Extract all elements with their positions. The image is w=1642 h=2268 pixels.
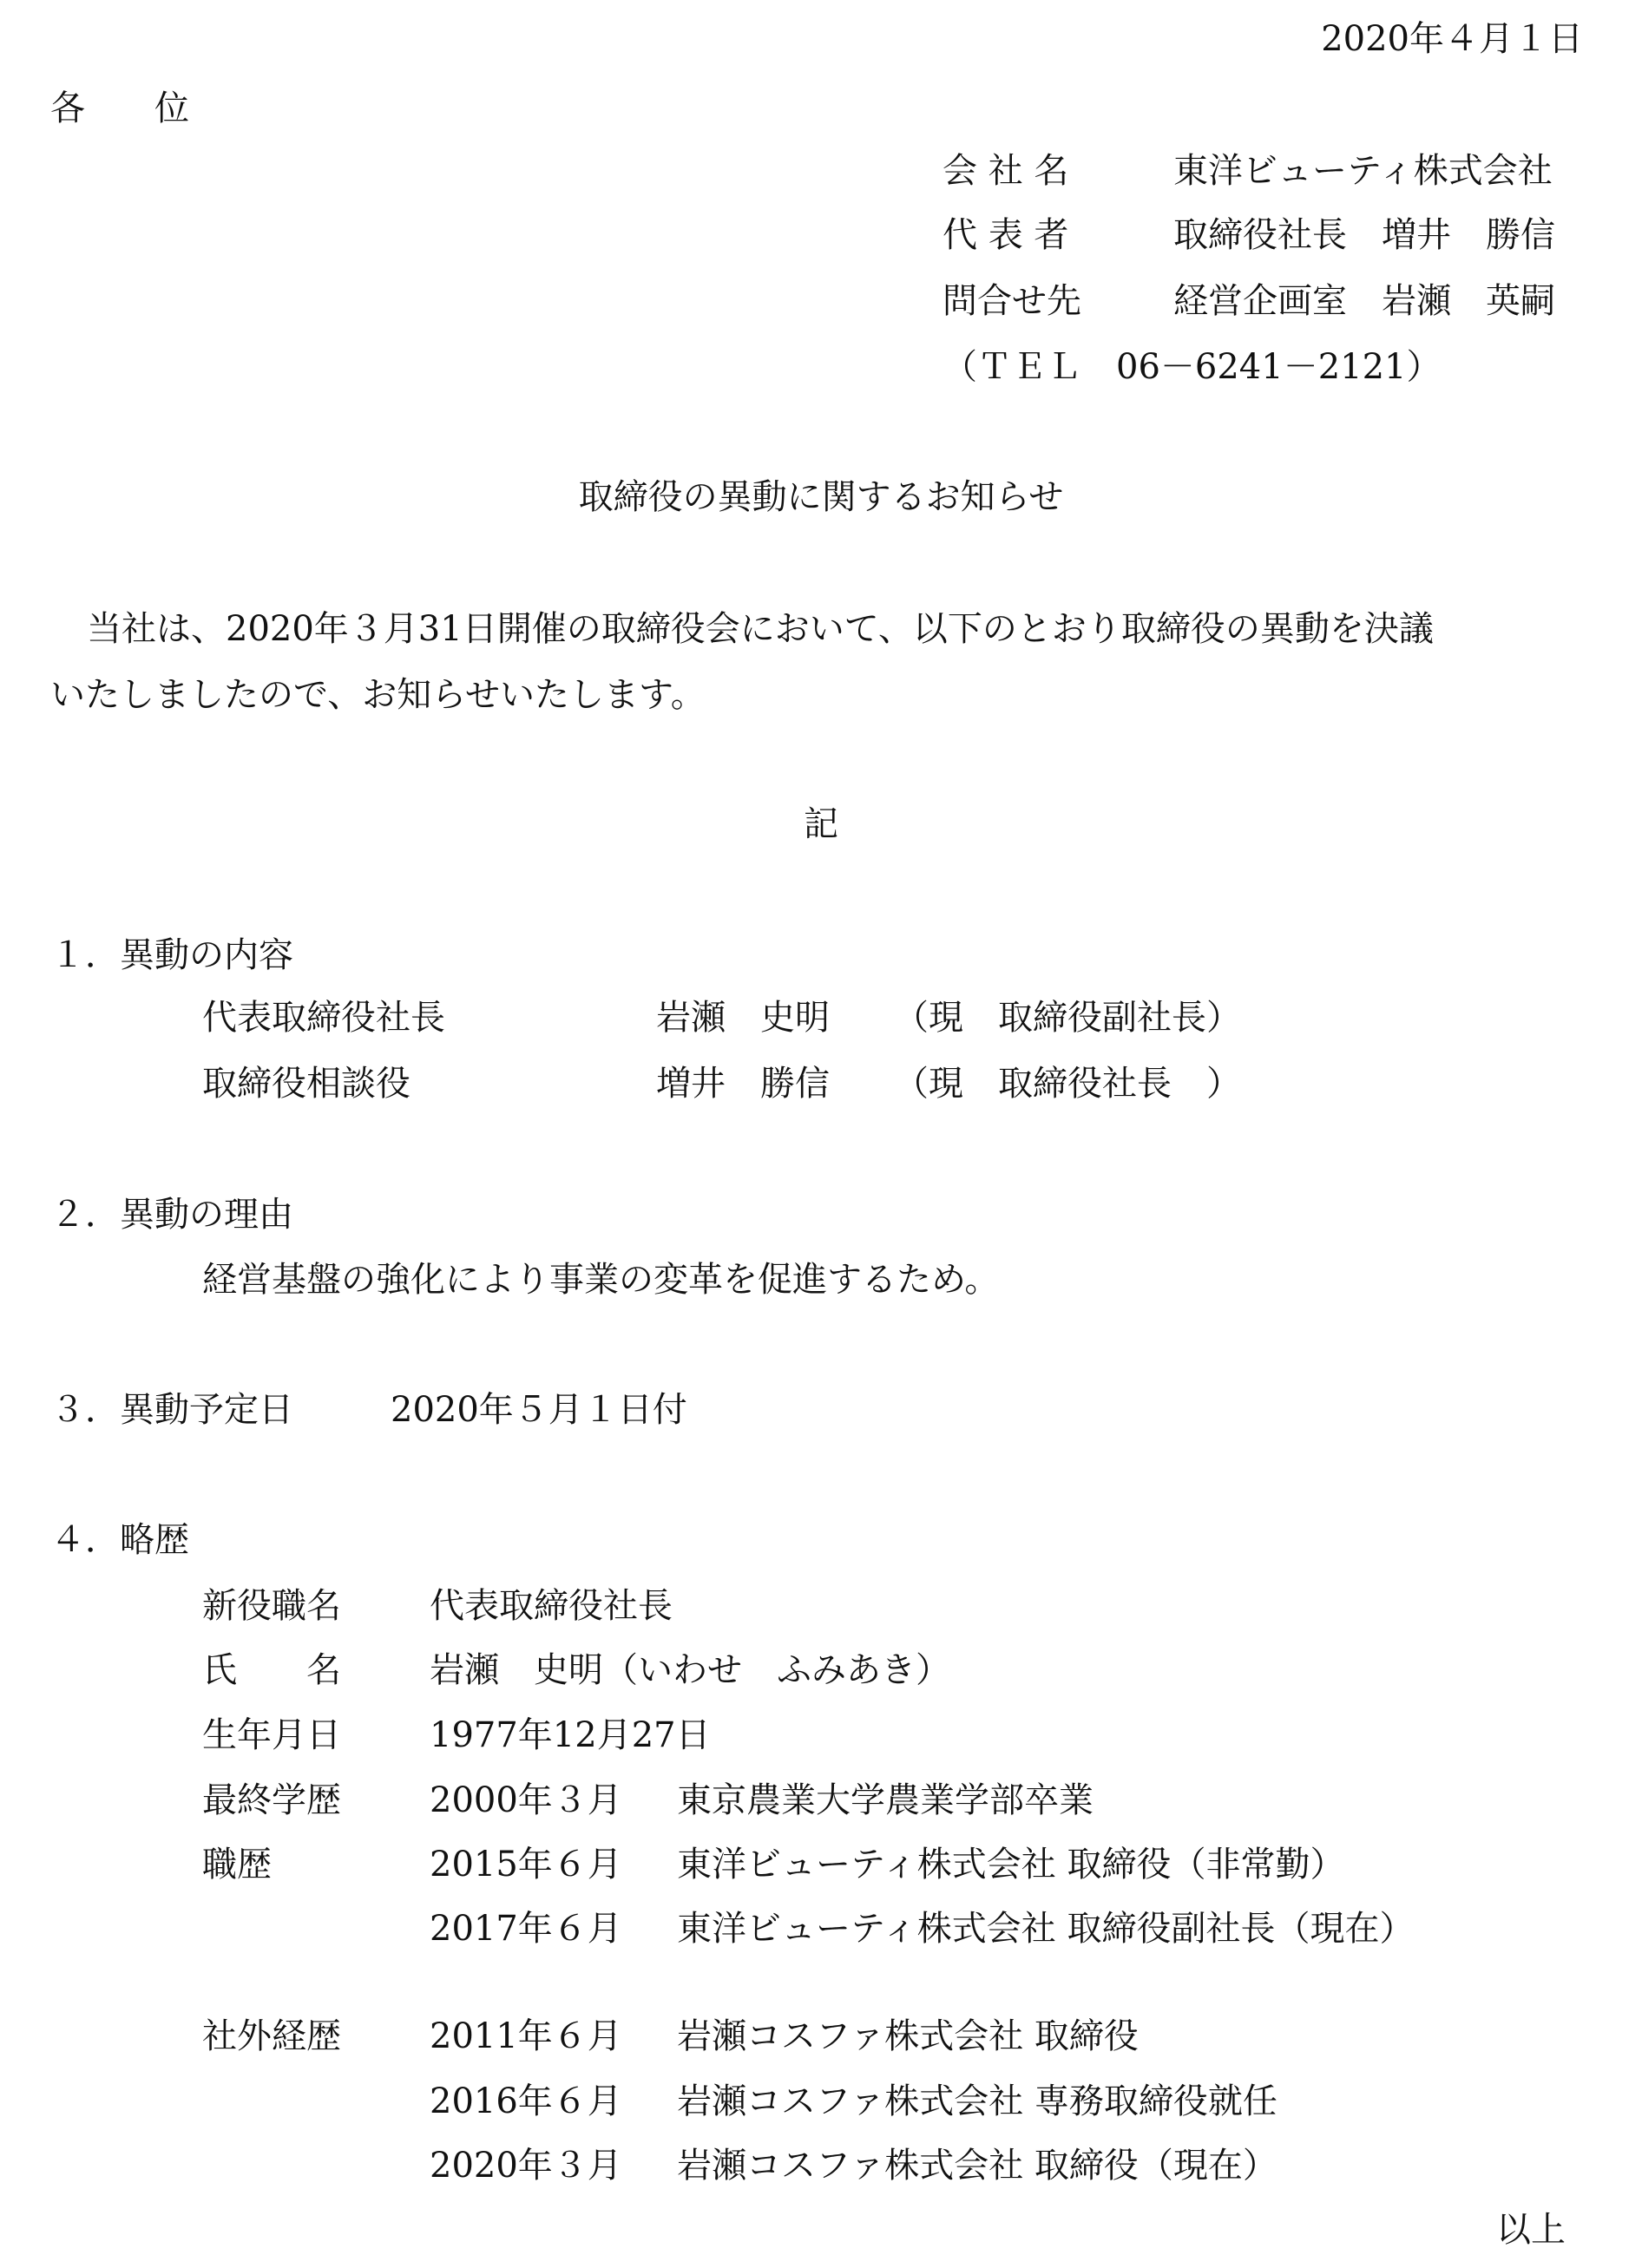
representative-value: 取締役社長 増井 勝信 bbox=[1173, 215, 1555, 255]
row-position: 代表取締役社長 bbox=[202, 998, 445, 1038]
outside-career-label: 社外経歴 bbox=[202, 2016, 341, 2056]
section-2-heading: ２．異動の理由 bbox=[50, 1195, 293, 1235]
representative-label: 代 表 者 bbox=[943, 215, 1069, 255]
section-2-text: 経営基盤の強化により事業の変革を促進するため。 bbox=[202, 1260, 1000, 1300]
education-value: 東京農業大学農業学部卒業 bbox=[677, 1780, 1094, 1820]
new-title-value: 代表取締役社長 bbox=[430, 1586, 673, 1626]
outside-date: 2016年６月 bbox=[430, 2081, 622, 2121]
intro-line-1: 当社は、2020年３月31日開催の取締役会において、以下のとおり取締役の異動を決議 bbox=[87, 609, 1434, 649]
new-title-label: 新役職名 bbox=[202, 1586, 341, 1626]
career-text: 東洋ビューティ株式会社 取締役副社長（現在） bbox=[677, 1909, 1415, 1949]
career-text: 東洋ビューティ株式会社 取締役（非常勤） bbox=[677, 1845, 1345, 1885]
contact-value: 経営企画室 岩瀬 英嗣 bbox=[1173, 281, 1555, 321]
ki-marker: 記 bbox=[804, 804, 838, 844]
intro-line-2: いたしましたので、お知らせいたします。 bbox=[50, 675, 706, 715]
outside-date: 2011年６月 bbox=[430, 2016, 622, 2056]
contact-tel: （ＴＥＬ 06－6241－2121） bbox=[943, 347, 1442, 387]
company-value: 東洋ビューティ株式会社 bbox=[1173, 151, 1553, 191]
row-name: 増井 勝信 bbox=[656, 1064, 830, 1104]
career-date: 2017年６月 bbox=[430, 1909, 622, 1949]
birth-value: 1977年12月27日 bbox=[430, 1715, 711, 1755]
addressee: 各 位 bbox=[50, 88, 189, 128]
section-1-heading: １．異動の内容 bbox=[50, 935, 293, 975]
row-position: 取締役相談役 bbox=[202, 1064, 410, 1104]
row-current: （現 取締役副社長） bbox=[894, 998, 1241, 1038]
contact-label: 問合せ先 bbox=[943, 281, 1081, 321]
company-label: 会 社 名 bbox=[943, 151, 1069, 191]
document-title: 取締役の異動に関するお知らせ bbox=[578, 477, 1064, 517]
outside-text: 岩瀬コスファ株式会社 取締役（現在） bbox=[677, 2146, 1277, 2186]
birth-label: 生年月日 bbox=[202, 1715, 341, 1755]
name-label: 氏 名 bbox=[202, 1650, 341, 1690]
outside-date: 2020年３月 bbox=[430, 2146, 622, 2186]
section-4-heading: ４．略歴 bbox=[50, 1520, 189, 1560]
section-3-heading: ３．異動予定日 bbox=[50, 1390, 293, 1430]
row-current: （現 取締役社長 ） bbox=[894, 1064, 1241, 1104]
education-date: 2000年３月 bbox=[430, 1780, 622, 1820]
outside-text: 岩瀬コスファ株式会社 取締役 bbox=[677, 2016, 1139, 2056]
education-label: 最終学歴 bbox=[202, 1780, 341, 1820]
outside-text: 岩瀬コスファ株式会社 専務取締役就任 bbox=[677, 2081, 1277, 2121]
section-3-text: 2020年５月１日付 bbox=[391, 1390, 687, 1430]
career-label: 職歴 bbox=[202, 1845, 272, 1885]
name-value: 岩瀬 史明（いわせ ふみあき） bbox=[430, 1650, 950, 1690]
career-date: 2015年６月 bbox=[430, 1845, 622, 1885]
row-name: 岩瀬 史明 bbox=[656, 998, 830, 1038]
closing-mark: 以上 bbox=[1496, 2210, 1566, 2250]
document-date: 2020年４月１日 bbox=[1321, 19, 1583, 59]
